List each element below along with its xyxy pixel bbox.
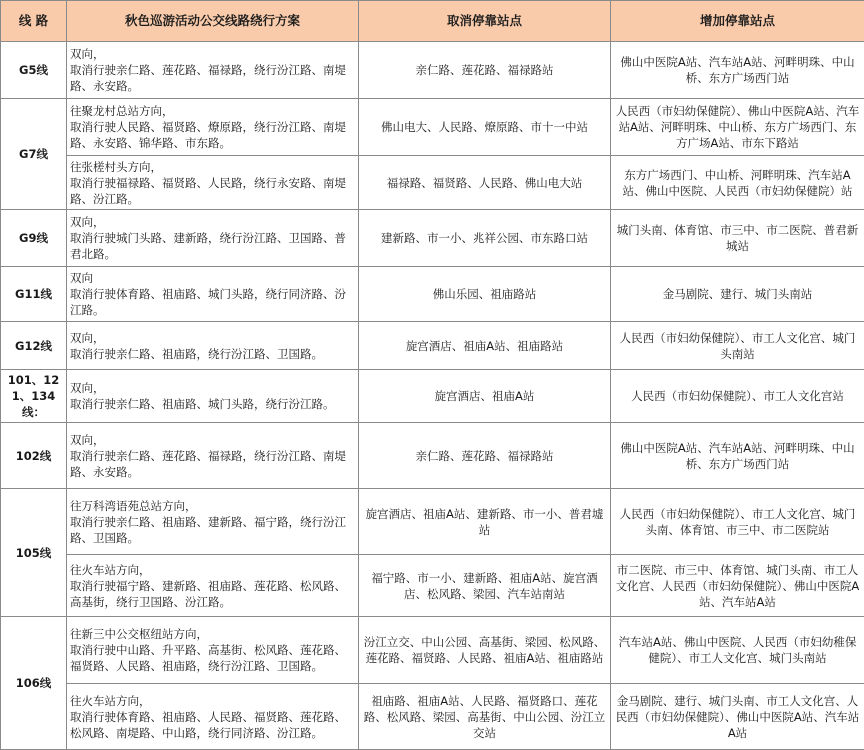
added-stops: 人民西（市妇幼保健院）、市工人文化宫、城门头南站 bbox=[611, 322, 864, 370]
route-name: 101、121、134线： bbox=[1, 370, 67, 423]
added-stops: 汽车站A站、佛山中医院、人民西（市妇幼稚保健院）、市工人文化宫、城门头南站 bbox=[611, 617, 864, 684]
plan-direction: 往火车站方向， bbox=[70, 693, 355, 709]
cancelled-stops: 汾江立交、中山公园、高基街、梁园、松风路、莲花路、福贤路、人民路、祖庙A站、祖庙路站 bbox=[359, 617, 611, 684]
table-row bbox=[1, 42, 864, 99]
table-row bbox=[1, 684, 864, 750]
table-row bbox=[1, 322, 864, 370]
header-cancel-stops: 取消停靠站点 bbox=[359, 1, 611, 42]
plan-direction: 往万科湾语苑总站方向， bbox=[70, 498, 355, 514]
detour-plan bbox=[67, 555, 359, 617]
plan-detail: 取消行驶亲仁路、祖庙路、建新路、福宁路，绕行汾江路、卫国路。 bbox=[70, 514, 355, 546]
detour-plan bbox=[67, 267, 359, 322]
plan-detail: 取消行驶福禄路、福贤路、人民路，绕行永安路、南堤路、汾江路。 bbox=[70, 175, 355, 207]
detour-plan bbox=[67, 489, 359, 555]
cancelled-stops: 亲仁路、莲花路、福禄路站 bbox=[359, 423, 611, 489]
cancelled-stops: 旋宫酒店、祖庙A站、建新路、市一小、普君墟站 bbox=[359, 489, 611, 555]
plan-direction: 双向， bbox=[70, 46, 355, 62]
plan-detail: 取消行驶亲仁路、莲花路、福禄路，绕行汾江路、南堤路、永安路。 bbox=[70, 448, 355, 480]
plan-direction: 往新三中公交枢纽站方向， bbox=[70, 626, 355, 642]
table-row bbox=[1, 555, 864, 617]
added-stops: 人民西（市妇幼保健院）、市工人文化宫站 bbox=[611, 370, 864, 423]
table-row bbox=[1, 423, 864, 489]
plan-direction: 往张槎村头方向， bbox=[70, 159, 355, 175]
added-stops: 人民西（市妇幼保健院）、佛山中医院A站、汽车站A站、河畔明珠、中山桥、东方广场西门、东方广场A站、市东下路站 bbox=[611, 99, 864, 156]
route-name: 102线 bbox=[1, 423, 67, 489]
plan-detail: 取消行驶亲仁路、祖庙路，绕行汾江路、卫国路。 bbox=[70, 346, 355, 362]
added-stops: 市二医院、市三中、体育馆、城门头南、市工人文化宫、人民西（市妇幼保健院）、佛山中医院A站、汽车站A站 bbox=[611, 555, 864, 617]
cancelled-stops: 佛山乐园、祖庙路站 bbox=[359, 267, 611, 322]
plan-detail: 取消行驶亲仁路、莲花路、福禄路，绕行汾江路、南堤路、永安路。 bbox=[70, 62, 355, 94]
route-name: G9线 bbox=[1, 210, 67, 267]
detour-plan bbox=[67, 617, 359, 684]
detour-plan bbox=[67, 684, 359, 750]
route-name: G5线 bbox=[1, 42, 67, 99]
cancelled-stops: 建新路、市一小、兆祥公园、市东路口站 bbox=[359, 210, 611, 267]
table-row bbox=[1, 99, 864, 156]
cancelled-stops: 福宁路、市一小、建新路、祖庙A站、旋宫酒店、松风路、梁园、汽车站南站 bbox=[359, 555, 611, 617]
plan-detail: 取消行驶中山路、升平路、高基街、松风路、莲花路、福贤路、人民路、祖庙路，绕行汾江路、卫国路。 bbox=[70, 642, 355, 674]
added-stops: 金马剧院、建行、城门头南站 bbox=[611, 267, 864, 322]
detour-plan bbox=[67, 322, 359, 370]
table-row bbox=[1, 210, 864, 267]
route-name: G11线 bbox=[1, 267, 67, 322]
route-name: 106线 bbox=[1, 617, 67, 750]
cancelled-stops: 旋宫酒店、祖庙A站 bbox=[359, 370, 611, 423]
table-row bbox=[1, 489, 864, 555]
route-name: G7线 bbox=[1, 99, 67, 210]
detour-plan bbox=[67, 42, 359, 99]
plan-direction: 双向， bbox=[70, 380, 355, 396]
plan-detail: 取消行驶城门头路、建新路，绕行汾江路、卫国路、普君北路。 bbox=[70, 230, 355, 262]
detour-plan bbox=[67, 156, 359, 210]
table-row bbox=[1, 617, 864, 684]
cancelled-stops: 祖庙路、祖庙A站、人民路、福贤路口、莲花路、松风路、梁园、高基街、中山公园、汾江立交站 bbox=[359, 684, 611, 750]
header-route: 线 路 bbox=[1, 1, 67, 42]
plan-detail: 取消行驶体育路、祖庙路、城门头路，绕行同济路、汾江路。 bbox=[70, 286, 355, 318]
table-row bbox=[1, 156, 864, 210]
added-stops: 城门头南、体育馆、市三中、市二医院、普君新城站 bbox=[611, 210, 864, 267]
detour-plan bbox=[67, 423, 359, 489]
route-name: G12线 bbox=[1, 322, 67, 370]
added-stops: 人民西（市妇幼保健院）、市工人文化宫、城门头南、体育馆、市三中、市二医院站 bbox=[611, 489, 864, 555]
route-name: 105线 bbox=[1, 489, 67, 617]
plan-direction: 往聚龙村总站方向， bbox=[70, 103, 355, 119]
detour-plan bbox=[67, 99, 359, 156]
added-stops: 佛山中医院A站、汽车站A站、河畔明珠、中山桥、东方广场西门站 bbox=[611, 42, 864, 99]
added-stops: 佛山中医院A站、汽车站A站、河畔明珠、中山桥、东方广场西门站 bbox=[611, 423, 864, 489]
cancelled-stops: 旋宫酒店、祖庙A站、祖庙路站 bbox=[359, 322, 611, 370]
cancelled-stops: 亲仁路、莲花路、福禄路站 bbox=[359, 42, 611, 99]
plan-detail: 取消行驶人民路、福贤路、燎原路，绕行汾江路、南堤路、永安路、锦华路、市东路。 bbox=[70, 119, 355, 151]
added-stops: 金马剧院、建行、城门头南、市工人文化宫、人民西（市妇幼保健院）、佛山中医院A站、汽车站A站 bbox=[611, 684, 864, 750]
table-row bbox=[1, 267, 864, 322]
plan-detail: 取消行驶亲仁路、祖庙路、城门头路，绕行汾江路。 bbox=[70, 396, 355, 412]
detour-plan bbox=[67, 370, 359, 423]
table-row bbox=[1, 370, 864, 423]
cancelled-stops: 福禄路、福贤路、人民路、佛山电大站 bbox=[359, 156, 611, 210]
plan-detail: 取消行驶福宁路、建新路、祖庙路、莲花路、松风路、高基街，绕行卫国路、汾江路。 bbox=[70, 578, 355, 610]
plan-direction: 双向， bbox=[70, 432, 355, 448]
header-plan: 秋色巡游活动公交线路绕行方案 bbox=[67, 1, 359, 42]
header-row bbox=[1, 1, 864, 42]
plan-detail: 取消行驶体育路、祖庙路、人民路、福贤路、莲花路、松风路、南堤路、中山路，绕行同济路、汾江路。 bbox=[70, 709, 355, 741]
added-stops: 东方广场西门、中山桥、河畔明珠、汽车站A站、佛山中医院、人民西（市妇幼保健院）站 bbox=[611, 156, 864, 210]
header-add-stops: 增加停靠站点 bbox=[611, 1, 864, 42]
plan-direction: 往火车站方向， bbox=[70, 562, 355, 578]
plan-direction: 双向， bbox=[70, 330, 355, 346]
plan-direction: 双向， bbox=[70, 214, 355, 230]
detour-plan bbox=[67, 210, 359, 267]
plan-direction: 双向 bbox=[70, 270, 355, 286]
cancelled-stops: 佛山电大、人民路、燎原路、市十一中站 bbox=[359, 99, 611, 156]
